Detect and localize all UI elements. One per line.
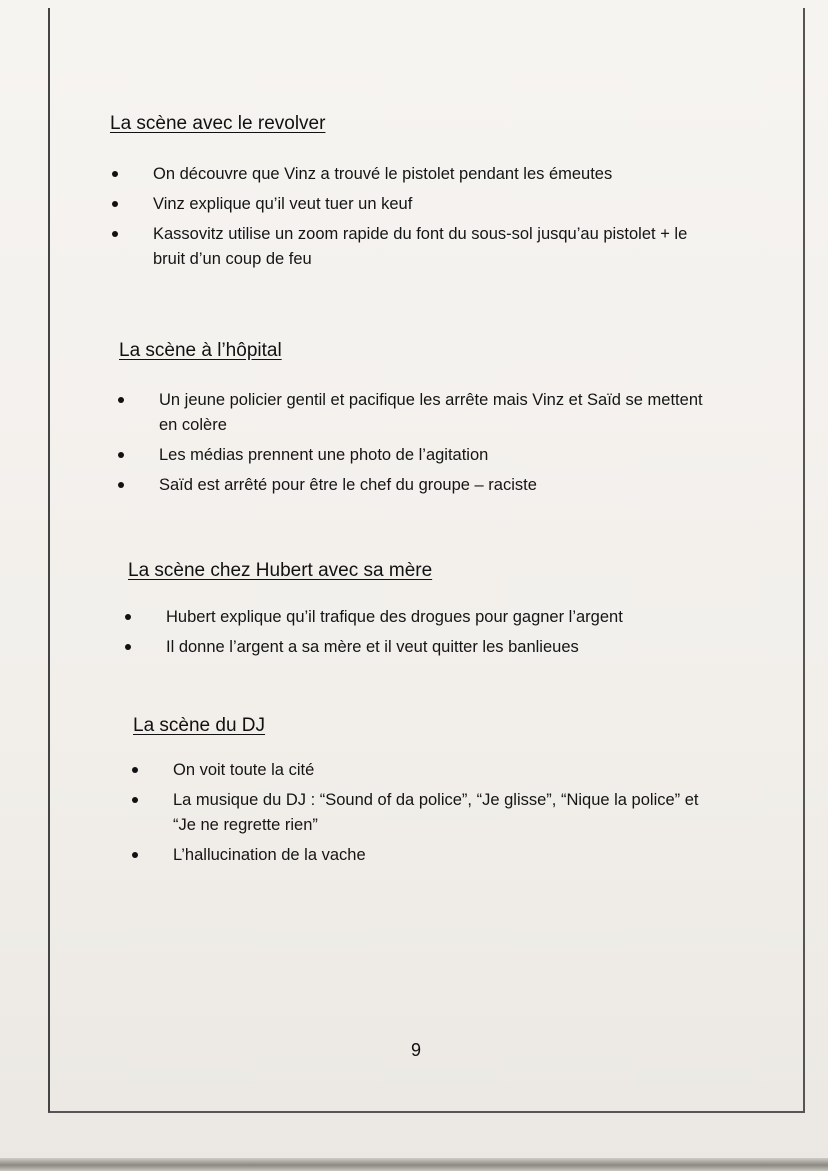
list-item: Kassovitz utilise un zoom rapide du font du sous-sol jusqu’au pistolet + le bruit d’un coup de feu: [108, 222, 708, 272]
list-item: La musique du DJ : “Sound of da police”, “Je glisse”, “Nique la police” et “Je ne regrette rien”: [128, 788, 708, 838]
section-heading-revolver: La scène avec le revolver: [110, 113, 326, 134]
bullet-list-hopital: [114, 388, 709, 503]
bullet-list-revolver: [108, 162, 708, 277]
section-heading-hopital: La scène à l’hôpital: [119, 340, 282, 361]
page-bottom-edge: [0, 1158, 828, 1171]
list-item: On découvre que Vinz a trouvé le pistolet pendant les émeutes: [108, 162, 708, 187]
list-item: Il donne l’argent a sa mère et il veut quitter les banlieues: [121, 635, 721, 660]
section-heading-dj: La scène du DJ: [133, 715, 266, 736]
list-item: On voit toute la cité: [128, 758, 708, 783]
bullet-list-hubert: [121, 605, 721, 665]
section-heading-hubert: La scène chez Hubert avec sa mère: [128, 560, 433, 581]
list-item: Hubert explique qu’il trafique des drogues pour gagner l’argent: [121, 605, 721, 630]
list-item: Vinz explique qu’il veut tuer un keuf: [108, 192, 708, 217]
list-item: Les médias prennent une photo de l’agitation: [114, 443, 709, 468]
list-item: Saïd est arrêté pour être le chef du groupe – raciste: [114, 473, 709, 498]
page-number: 9: [410, 1040, 421, 1060]
list-item: L’hallucination de la vache: [128, 843, 708, 868]
bullet-list-dj: [128, 758, 708, 873]
list-item: Un jeune policier gentil et pacifique les arrête mais Vinz et Saïd se mettent en colère: [114, 388, 709, 438]
